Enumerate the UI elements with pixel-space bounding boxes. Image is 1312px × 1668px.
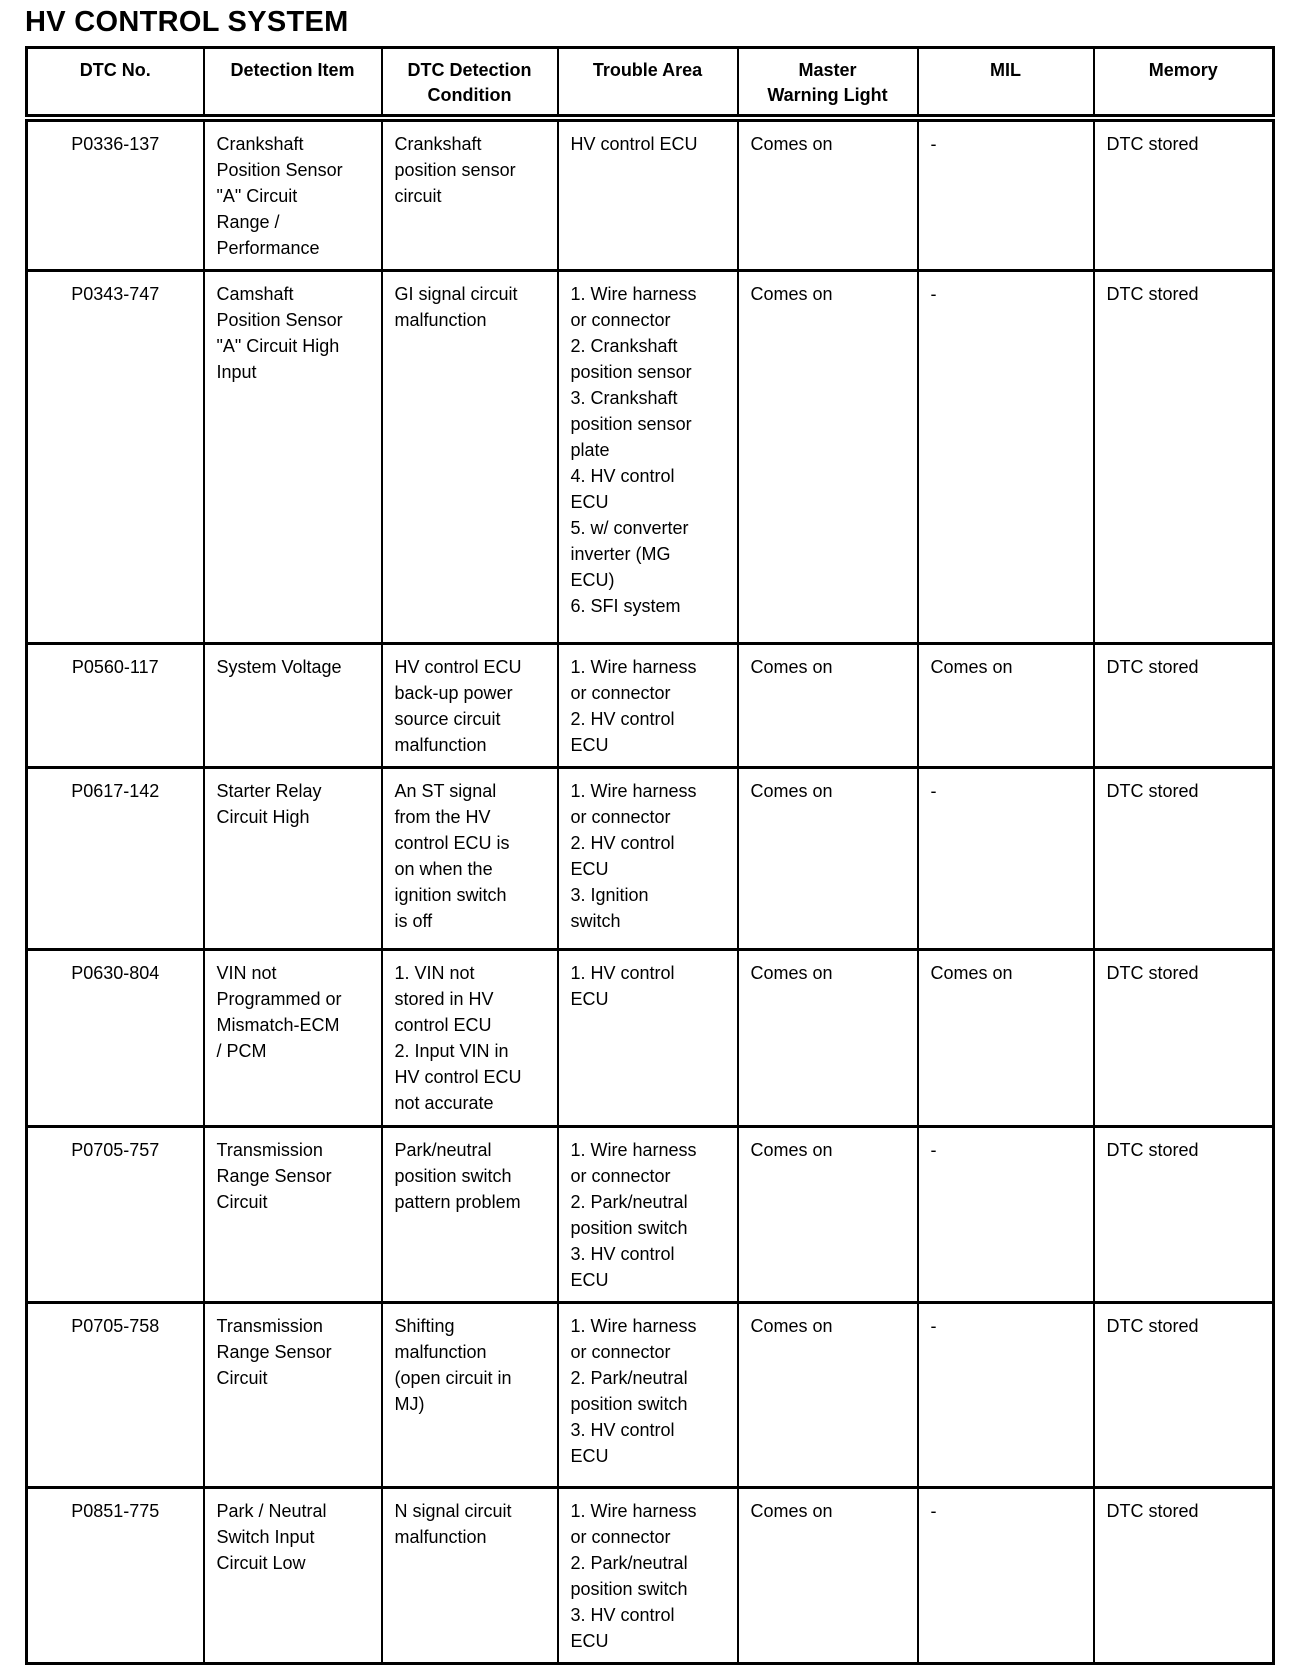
cell-mil: Comes on: [918, 644, 1094, 768]
cell-trouble-area: 1. Wire harness or connector 2. Park/neutral position switch 3. HV control ECU: [558, 1303, 738, 1488]
col-header-trouble-area: Trouble Area: [558, 48, 738, 119]
table-row: [27, 1303, 1274, 1488]
cell-mil: Comes on: [918, 950, 1094, 1127]
cell-master-warning-light: Comes on: [738, 271, 918, 644]
cell-master-warning-light: Comes on: [738, 1127, 918, 1303]
cell-mil: -: [918, 1303, 1094, 1488]
cell-master-warning-light: Comes on: [738, 644, 918, 768]
cell-memory: DTC stored: [1094, 1127, 1274, 1303]
col-header-detection-item: Detection Item: [204, 48, 382, 119]
cell-trouble-area: 1. Wire harness or connector 2. HV control ECU 3. Ignition switch: [558, 768, 738, 950]
cell-dtc-no: P0336-137: [27, 118, 204, 271]
cell-detection-condition: Park/neutral position switch pattern problem: [382, 1127, 558, 1303]
cell-memory: DTC stored: [1094, 768, 1274, 950]
table-header: [27, 48, 1274, 119]
cell-mil: -: [918, 1127, 1094, 1303]
cell-detection-condition: Shifting malfunction (open circuit in MJ): [382, 1303, 558, 1488]
cell-memory: DTC stored: [1094, 1488, 1274, 1664]
cell-detection-condition: HV control ECU back-up power source circuit malfunction: [382, 644, 558, 768]
cell-detection-condition: An ST signal from the HV control ECU is on when the ignition switch is off: [382, 768, 558, 950]
cell-detection-item: Starter Relay Circuit High: [204, 768, 382, 950]
table-row: [27, 768, 1274, 950]
cell-trouble-area: HV control ECU: [558, 118, 738, 271]
col-header-master-warning-light: Master Warning Light: [738, 48, 918, 119]
cell-dtc-no: P0343-747: [27, 271, 204, 644]
cell-detection-condition: N signal circuit malfunction: [382, 1488, 558, 1664]
cell-mil: -: [918, 768, 1094, 950]
cell-detection-item: VIN not Programmed or Mismatch-ECM / PCM: [204, 950, 382, 1127]
cell-detection-item: Crankshaft Position Sensor "A" Circuit Range / Performance: [204, 118, 382, 271]
cell-dtc-no: P0705-757: [27, 1127, 204, 1303]
cell-master-warning-light: Comes on: [738, 1303, 918, 1488]
page-title: HV CONTROL SYSTEM: [25, 6, 349, 38]
cell-memory: DTC stored: [1094, 1303, 1274, 1488]
header-row: [27, 48, 1274, 119]
cell-trouble-area: 1. Wire harness or connector 2. Park/neutral position switch 3. HV control ECU: [558, 1127, 738, 1303]
col-header-memory: Memory: [1094, 48, 1274, 119]
cell-memory: DTC stored: [1094, 271, 1274, 644]
col-header-dtc-detection-condition: DTC Detection Condition: [382, 48, 558, 119]
table-row: [27, 271, 1274, 644]
cell-memory: DTC stored: [1094, 118, 1274, 271]
table-row: [27, 118, 1274, 271]
cell-memory: DTC stored: [1094, 950, 1274, 1127]
cell-trouble-area: 1. Wire harness or connector 2. HV control ECU: [558, 644, 738, 768]
cell-master-warning-light: Comes on: [738, 768, 918, 950]
cell-detection-condition: 1. VIN not stored in HV control ECU 2. Input VIN in HV control ECU not accurate: [382, 950, 558, 1127]
table-row: [27, 1488, 1274, 1664]
cell-master-warning-light: Comes on: [738, 118, 918, 271]
cell-detection-condition: GI signal circuit malfunction: [382, 271, 558, 644]
col-header-mil: MIL: [918, 48, 1094, 119]
cell-dtc-no: P0630-804: [27, 950, 204, 1127]
cell-detection-item: Camshaft Position Sensor "A" Circuit High Input: [204, 271, 382, 644]
dtc-table: [25, 46, 1275, 1665]
cell-trouble-area: 1. Wire harness or connector 2. Park/neutral position switch 3. HV control ECU: [558, 1488, 738, 1664]
cell-dtc-no: P0617-142: [27, 768, 204, 950]
cell-dtc-no: P0851-775: [27, 1488, 204, 1664]
cell-detection-item: System Voltage: [204, 644, 382, 768]
cell-detection-condition: Crankshaft position sensor circuit: [382, 118, 558, 271]
cell-master-warning-light: Comes on: [738, 950, 918, 1127]
cell-dtc-no: P0705-758: [27, 1303, 204, 1488]
cell-memory: DTC stored: [1094, 644, 1274, 768]
table-row: [27, 950, 1274, 1127]
cell-trouble-area: 1. Wire harness or connector 2. Crankshaft position sensor 3. Crankshaft position sensor plate 4. HV control ECU 5. w/ converter inverter (MG ECU) 6. SFI system: [558, 271, 738, 644]
table-body: [27, 118, 1274, 1664]
cell-mil: -: [918, 271, 1094, 644]
cell-mil: -: [918, 118, 1094, 271]
col-header-dtc-no: DTC No.: [27, 48, 204, 119]
cell-detection-item: Park / Neutral Switch Input Circuit Low: [204, 1488, 382, 1664]
table-row: [27, 644, 1274, 768]
cell-detection-item: Transmission Range Sensor Circuit: [204, 1127, 382, 1303]
cell-master-warning-light: Comes on: [738, 1488, 918, 1664]
cell-mil: -: [918, 1488, 1094, 1664]
cell-trouble-area: 1. HV control ECU: [558, 950, 738, 1127]
table-row: [27, 1127, 1274, 1303]
cell-dtc-no: P0560-117: [27, 644, 204, 768]
cell-detection-item: Transmission Range Sensor Circuit: [204, 1303, 382, 1488]
